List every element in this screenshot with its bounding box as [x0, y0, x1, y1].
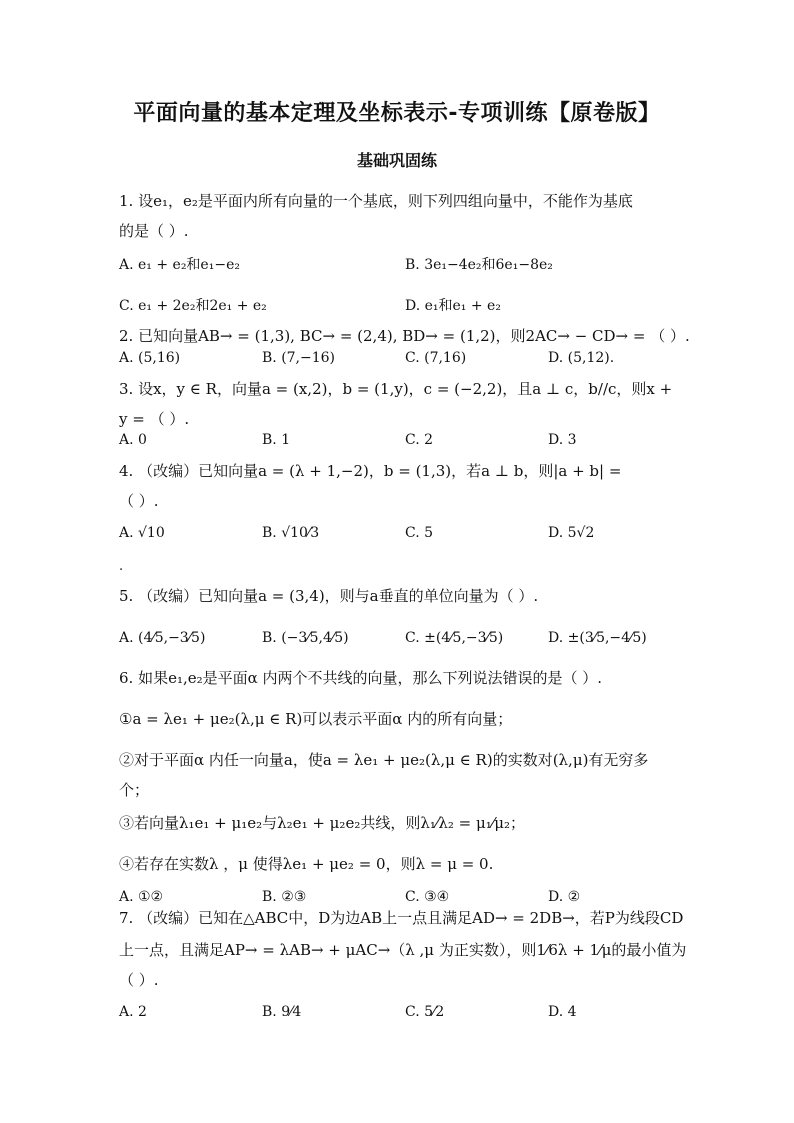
- section-subtitle: 基础巩固练: [356, 151, 437, 170]
- q4-option-b: B. √10⁄3: [262, 525, 320, 541]
- page-title: 平面向量的基本定理及坐标表示-专项训练【原卷版】: [133, 101, 661, 126]
- q6-option-a: A. ①②: [119, 889, 164, 905]
- q4-stem-line2: （ ）.: [119, 492, 159, 510]
- q4-option-c: C. 5: [405, 525, 434, 541]
- q1-stem-line1: 1. 设e₁，e₂是平面内所有向量的一个基底，则下列四组向量中，不能作为基底: [119, 192, 633, 210]
- q6-statement-3: ③若向量λ₁e₁ + μ₁e₂与λ₂e₁ + μ₂e₂共线，则λ₁⁄λ₂ = μ₁⁄μ₂；: [119, 814, 526, 832]
- q6-statement-2-line1: ②对于平面α 内任一向量a，使a = λe₁ + μe₂(λ,μ ∈ R)的实数对(λ,μ)有无穷多: [119, 751, 649, 769]
- q1-stem-line2: 的是（ ）.: [119, 222, 189, 240]
- q5-stem: 5. （改编）已知向量a = (3,4)，则与a垂直的单位向量为（ ）.: [119, 587, 539, 605]
- q2-option-d: D. (5,12).: [548, 350, 615, 366]
- q4-option-a: A. √10: [119, 525, 165, 541]
- q5-option-c: C. ±(4⁄5,−3⁄5): [405, 630, 504, 646]
- q5-option-a: A. (4⁄5,−3⁄5): [119, 630, 206, 646]
- q2-stem: 2. 已知向量AB→ = (1,3), BC→ = (2,4), BD→ = (1,2)，则2AC→ − CD→ = （ ）.: [119, 327, 690, 345]
- q1-option-b: B. 3e₁−4e₂和6e₁−8e₂: [405, 257, 553, 273]
- q7-stem-line3: （ ）.: [119, 971, 159, 989]
- q7-stem-line2: 上一点，且满足AP→ = λAB→ + μAC→（λ ,μ 为正实数），则1⁄6λ + 1⁄μ的最小值为: [119, 941, 687, 959]
- q3-stem-line1: 3. 设x，y ∈ R，向量a = (x,2)，b = (1,y)，c = (−2,2)，且a ⊥ c，b//c，则x +: [119, 380, 673, 398]
- q6-statement-2-line2: 个；: [119, 781, 150, 799]
- q5-option-b: B. (−3⁄5,4⁄5): [262, 630, 349, 646]
- q7-option-b: B. 9⁄4: [262, 1004, 302, 1020]
- q4-option-d: D. 5√2: [548, 525, 595, 541]
- q7-stem-line1: 7. （改编）已知在△ABC中，D为边AB上一点且满足AD→ = 2DB→，若P为线段CD: [119, 909, 684, 927]
- q5-option-d: D. ±(3⁄5,−4⁄5): [548, 630, 647, 646]
- q3-option-d: D. 3: [548, 432, 577, 448]
- q1-option-a: A. e₁ + e₂和e₁−e₂: [119, 257, 240, 273]
- q7-option-a: A. 2: [119, 1004, 147, 1020]
- q3-option-c: C. 2: [405, 432, 434, 448]
- q2-option-b: B. (7,−16): [262, 350, 336, 366]
- q7-option-d: D. 4: [548, 1004, 577, 1020]
- q1-option-c: C. e₁ + 2e₂和2e₁ + e₂: [119, 298, 267, 314]
- q2-option-a: A. (5,16): [119, 350, 181, 366]
- q6-stem: 6. 如果e₁,e₂是平面α 内两个不共线的向量，那么下列说法错误的是（ ）.: [119, 669, 603, 687]
- q7-option-c: C. 5⁄2: [405, 1004, 445, 1020]
- q6-statement-4: ④若存在实数λ ，μ 使得λe₁ + μe₂ = 0，则λ = μ = 0.: [119, 855, 494, 873]
- q6-option-b: B. ②③: [262, 889, 307, 905]
- q6-option-c: C. ③④: [405, 889, 450, 905]
- q1-option-d: D. e₁和e₁ + e₂: [405, 298, 501, 314]
- q3-option-a: A. 0: [119, 432, 147, 448]
- q4-trailing-dot: .: [119, 559, 124, 574]
- q6-statement-1: ①a = λe₁ + μe₂(λ,μ ∈ R)可以表示平面α 内的所有向量；: [119, 710, 513, 728]
- q4-stem-line1: 4. （改编）已知向量a = (λ + 1,−2)，b = (1,3)，若a ⊥ b，则|a + b| =: [119, 462, 622, 480]
- q2-option-c: C. (7,16): [405, 350, 467, 366]
- q3-option-b: B. 1: [262, 432, 291, 448]
- q6-option-d: D. ②: [548, 889, 581, 905]
- q3-stem-line2: y = （ ）.: [119, 410, 190, 428]
